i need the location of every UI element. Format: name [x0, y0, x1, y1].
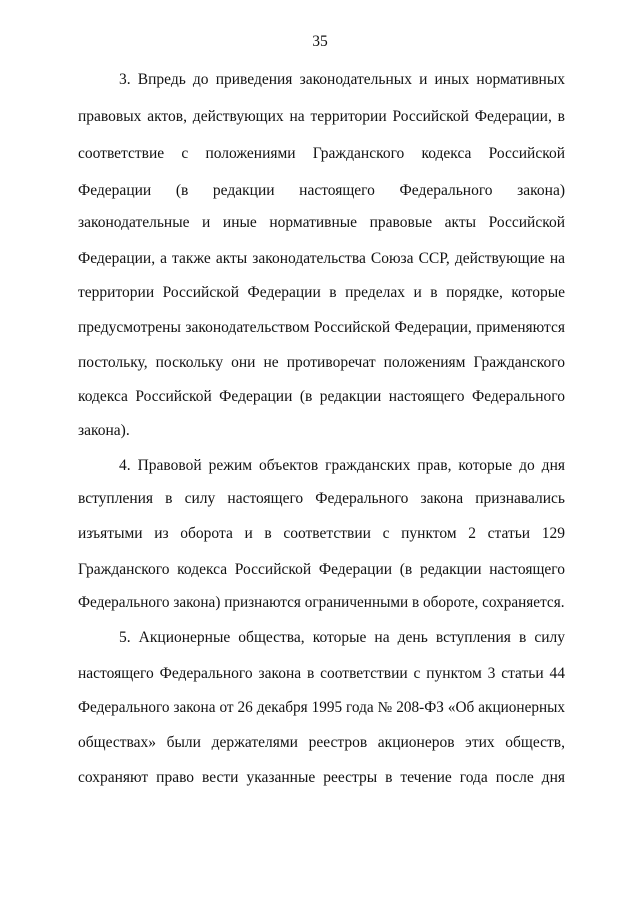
text-line: 3. Впредь до приведения законодательных и иных нормативных	[119, 71, 565, 88]
text-line: соответствие с положениями Гражданского кодекса Российской	[78, 145, 565, 162]
text-line: 4. Правовой режим объектов гражданских прав, которые до дня	[119, 457, 565, 474]
text-line: настоящего Федерального закона в соответствии с пунктом 3 статьи 44	[78, 665, 565, 682]
text-line: закона).	[78, 422, 130, 439]
text-line: Федерации, а также акты законодательства Союза ССР, действующие на	[78, 250, 565, 267]
text-line: Федерального закона от 26 декабря 1995 года № 208-ФЗ «Об акционерных	[78, 699, 565, 716]
text-line: 5. Акционерные общества, которые на день вступления в силу	[119, 629, 565, 646]
text-line: кодекса Российской Федерации (в редакции настоящего Федерального	[78, 388, 565, 405]
text-line: Федерального закона) признаются ограниченными в обороте, сохраняется.	[78, 594, 565, 611]
text-line: предусмотрены законодательством Российской Федерации, применяются	[78, 319, 565, 336]
text-line: обществах» были держателями реестров акционеров этих обществ,	[78, 734, 565, 751]
text-line: территории Российской Федерации в пределах и в порядке, которые	[78, 284, 565, 301]
text-line: постольку, поскольку они не противоречат положениям Гражданского	[78, 354, 565, 371]
text-line: вступления в силу настоящего Федерального закона признавались	[78, 490, 565, 507]
text-line: правовых актов, действующих на территории Российской Федерации, в	[78, 108, 565, 125]
page-number: 35	[312, 33, 328, 50]
text-line: Гражданского кодекса Российской Федерации (в редакции настоящего	[78, 561, 565, 578]
text-line: изъятыми из оборота и в соответствии с пунктом 2 статьи 129	[78, 525, 565, 542]
text-line: сохраняют право вести указанные реестры в течение года после дня	[78, 769, 565, 786]
text-line: законодательные и иные нормативные правовые акты Российской	[78, 214, 565, 231]
text-line: Федерации (в редакции настоящего Федерального закона)	[78, 182, 565, 199]
